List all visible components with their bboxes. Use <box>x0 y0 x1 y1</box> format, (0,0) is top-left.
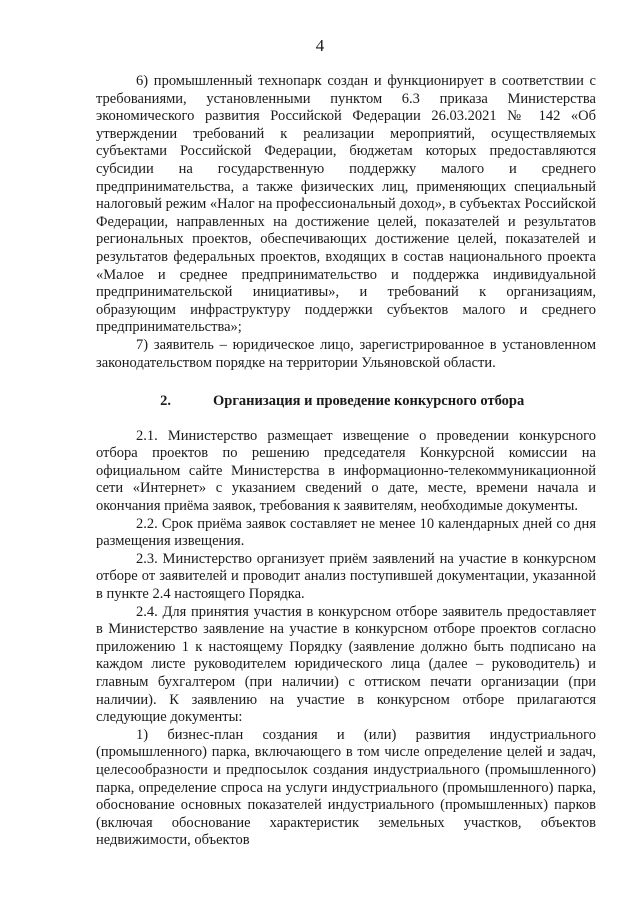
section-title: Организация и проведение конкурсного отбора <box>213 393 525 410</box>
page-number: 4 <box>315 36 325 55</box>
paragraph-item-6: 6) промышленный технопарк создан и функционирует в соответствии с требованиями, установленными пунктом 6.3 приказа Министерства экономического развития Российской Федерации 26.03.2021 № 142 «Об утверждении требований к реализации мероприятий, осуществляемых субъектами Российской Федерации, бюджетам которых предоставляются субсидии на государственную поддержку малого и среднего предпринимательства, а также физических лиц, применяющих специальный налоговый режим «Налог на профессиональный доход», в субъектах Российской Федерации, направленных на достижение целей, показателей и результатов региональных проектов, обеспечивающих достижение целей, показателей и результатов федеральных проектов, входящих в состав национального проекта «Малое и среднее предпринимательство и поддержка индивидуальной предпринимательской инициативы», и требований к организациям, образующим инфраструктуру поддержки субъектов малого и среднего предпринимательства»; <box>96 73 596 336</box>
paragraph-2-4: 2.4. Для принятия участия в конкурсном отборе заявитель предоставляет в Министерство заявление на участие в конкурсном отборе проектов согласно приложению 1 к настоящему Порядку (заявление должно быть подписано на каждом листе руководителем юридического лица (далее – руководитель) и главным бухгалтером (при наличии) с оттиском печати организации (при наличии). К заявлению на участие в конкурсном отборе прилагаются следующие документы: <box>96 603 596 726</box>
paragraph-2-2: 2.2. Срок приёма заявок составляет не менее 10 календарных дней со дня размещения извещения. <box>96 515 596 550</box>
section-heading <box>96 393 596 411</box>
section-number: 2. <box>160 393 171 410</box>
paragraph-2-4-item-1: 1) бизнес-план создания и (или) развития индустриального (промышленного) парка, включающего в том числе определение целей и задач, целесообразности и предпосылок создания индустриального (промышленного) парка, определение спроса на услуги индустриального (промышленного) парка, обоснование основных показателей индустриального (промышленных) парков (включая обоснование характеристик земельных участков, объектов недвижимости, объектов <box>96 726 596 849</box>
paragraph-2-1: 2.1. Министерство размещает извещение о проведении конкурсного отбора проектов по решению председателя Конкурсной комиссии на официальном сайте Министерства в информационно-телекоммуникационной сети «Интернет» с указанием сведений о дате, месте, времени начала и окончания приёма заявок, требования к заявителям, необходимые документы. <box>96 427 596 515</box>
paragraph-2-3: 2.3. Министерство организует приём заявлений на участие в конкурсном отборе от заявителей и проводит анализ поступившей документации, указанной в пункте 2.4 настоящего Порядка. <box>96 550 596 603</box>
paragraph-item-7: 7) заявитель – юридическое лицо, зарегистрированное в установленном законодательством порядке на территории Ульяновской области. <box>96 336 596 371</box>
document-body <box>96 73 596 850</box>
